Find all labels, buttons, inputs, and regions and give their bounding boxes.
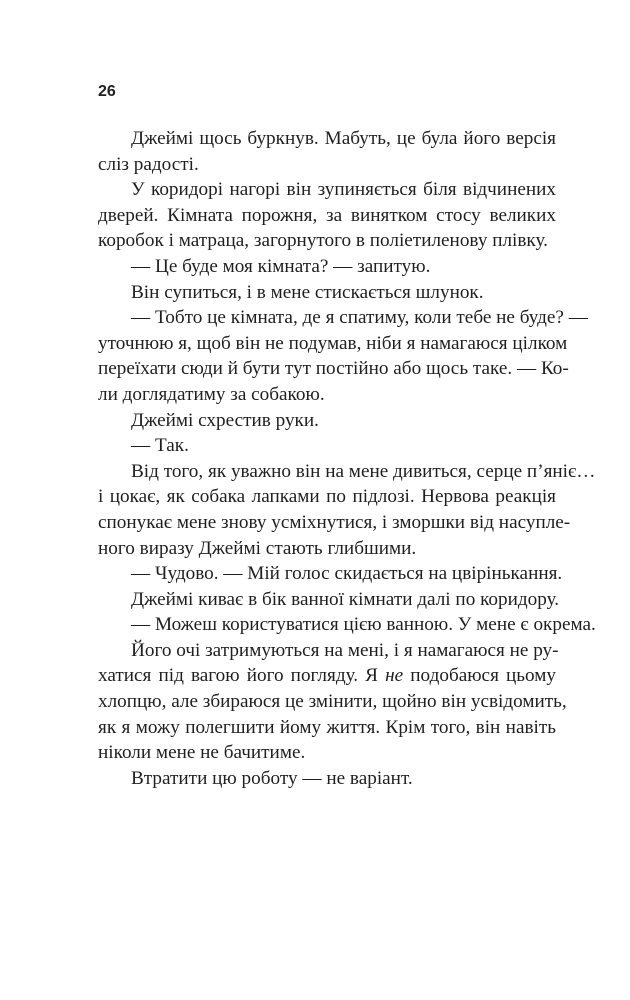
text-line: — Можеш користуватися цією ванною. У мене є окрема. — [131, 614, 596, 636]
paragraph — [98, 280, 556, 306]
text-line: — Тобто це кімната, де я спатиму, коли тебе не буде? — — [131, 307, 588, 329]
text-line: коробок і матраца, загорнутого в поліетиленову плівку. — [98, 230, 548, 252]
text-line: спонукає мене знову усміхнутися, і зморшки від насупле- — [98, 511, 571, 533]
text-line: уточнюю я, щоб він не подумав, ніби я намагаюся цілком — [98, 332, 568, 354]
text-line: У коридорі нагорі він зупиняється біля відчинених — [131, 179, 556, 201]
text-line: — Це буде моя кімната? — запитую. — [131, 255, 431, 277]
paragraph — [98, 766, 556, 792]
paragraph — [98, 638, 567, 766]
text-line: дверей. Кімната порожня, за винятком стосу великих — [98, 204, 556, 226]
text-line: переїхати сюди й бути тут постійно або щось таке. — Ко- — [98, 358, 569, 380]
paragraph — [98, 408, 556, 434]
page-number: 26 — [98, 83, 116, 100]
italic-text: не — [385, 665, 404, 687]
text-line: — Так. — [131, 435, 189, 457]
text-segment: подобаюся цьому — [403, 665, 556, 687]
text-line: Його очі затримуються на мені, і я намагаюся не ру- — [131, 639, 559, 661]
text-line: Від того, як уважно він на мене дивиться, серце п’яніє… — [131, 460, 596, 482]
text-line: — Чудово. — Мій голос скидається на цвірінькання. — [131, 563, 563, 585]
text-line: ного виразу Джеймі стають глибшими. — [98, 537, 417, 559]
italic-text: , — [372, 691, 378, 713]
text-segment: щойно він усвідомить, — [377, 691, 567, 713]
paragraph — [98, 177, 556, 254]
text-line: як я можу полегшити йому життя. Крім того, він навіть — [98, 716, 556, 738]
text-line: і цокає, як собака лапками по підлозі. Нервова реакція — [98, 486, 556, 508]
text-line: Джеймі киває в бік ванної кімнати далі по коридору. — [131, 588, 560, 610]
text-line — [98, 663, 556, 689]
text-line: Джеймі схрестив руки. — [131, 409, 319, 431]
paragraph — [98, 459, 596, 561]
text-line — [98, 689, 567, 715]
text-line: ли доглядатиму за собакою. — [98, 383, 325, 405]
body-text — [98, 126, 596, 791]
text-segment: хлопцю, але збираюся це змінити — [98, 691, 373, 713]
paragraph — [98, 561, 563, 587]
text-line: Він супиться, і в мене стискається шлунок. — [131, 281, 484, 303]
paragraph — [98, 433, 556, 459]
paragraph — [98, 126, 556, 177]
text-line: сліз радості. — [98, 153, 199, 175]
text-line: ніколи мене не бачитиме. — [98, 742, 306, 764]
text-line: Джеймі щось буркнув. Мабуть, це була його версія — [131, 128, 556, 149]
paragraph — [98, 587, 560, 613]
text-segment: хатися під вагою його погляду. Я — [98, 665, 386, 687]
text-line: Втратити цю роботу — не варіант. — [131, 767, 413, 789]
paragraph — [98, 305, 588, 407]
paragraph — [98, 612, 596, 638]
paragraph — [98, 254, 556, 280]
